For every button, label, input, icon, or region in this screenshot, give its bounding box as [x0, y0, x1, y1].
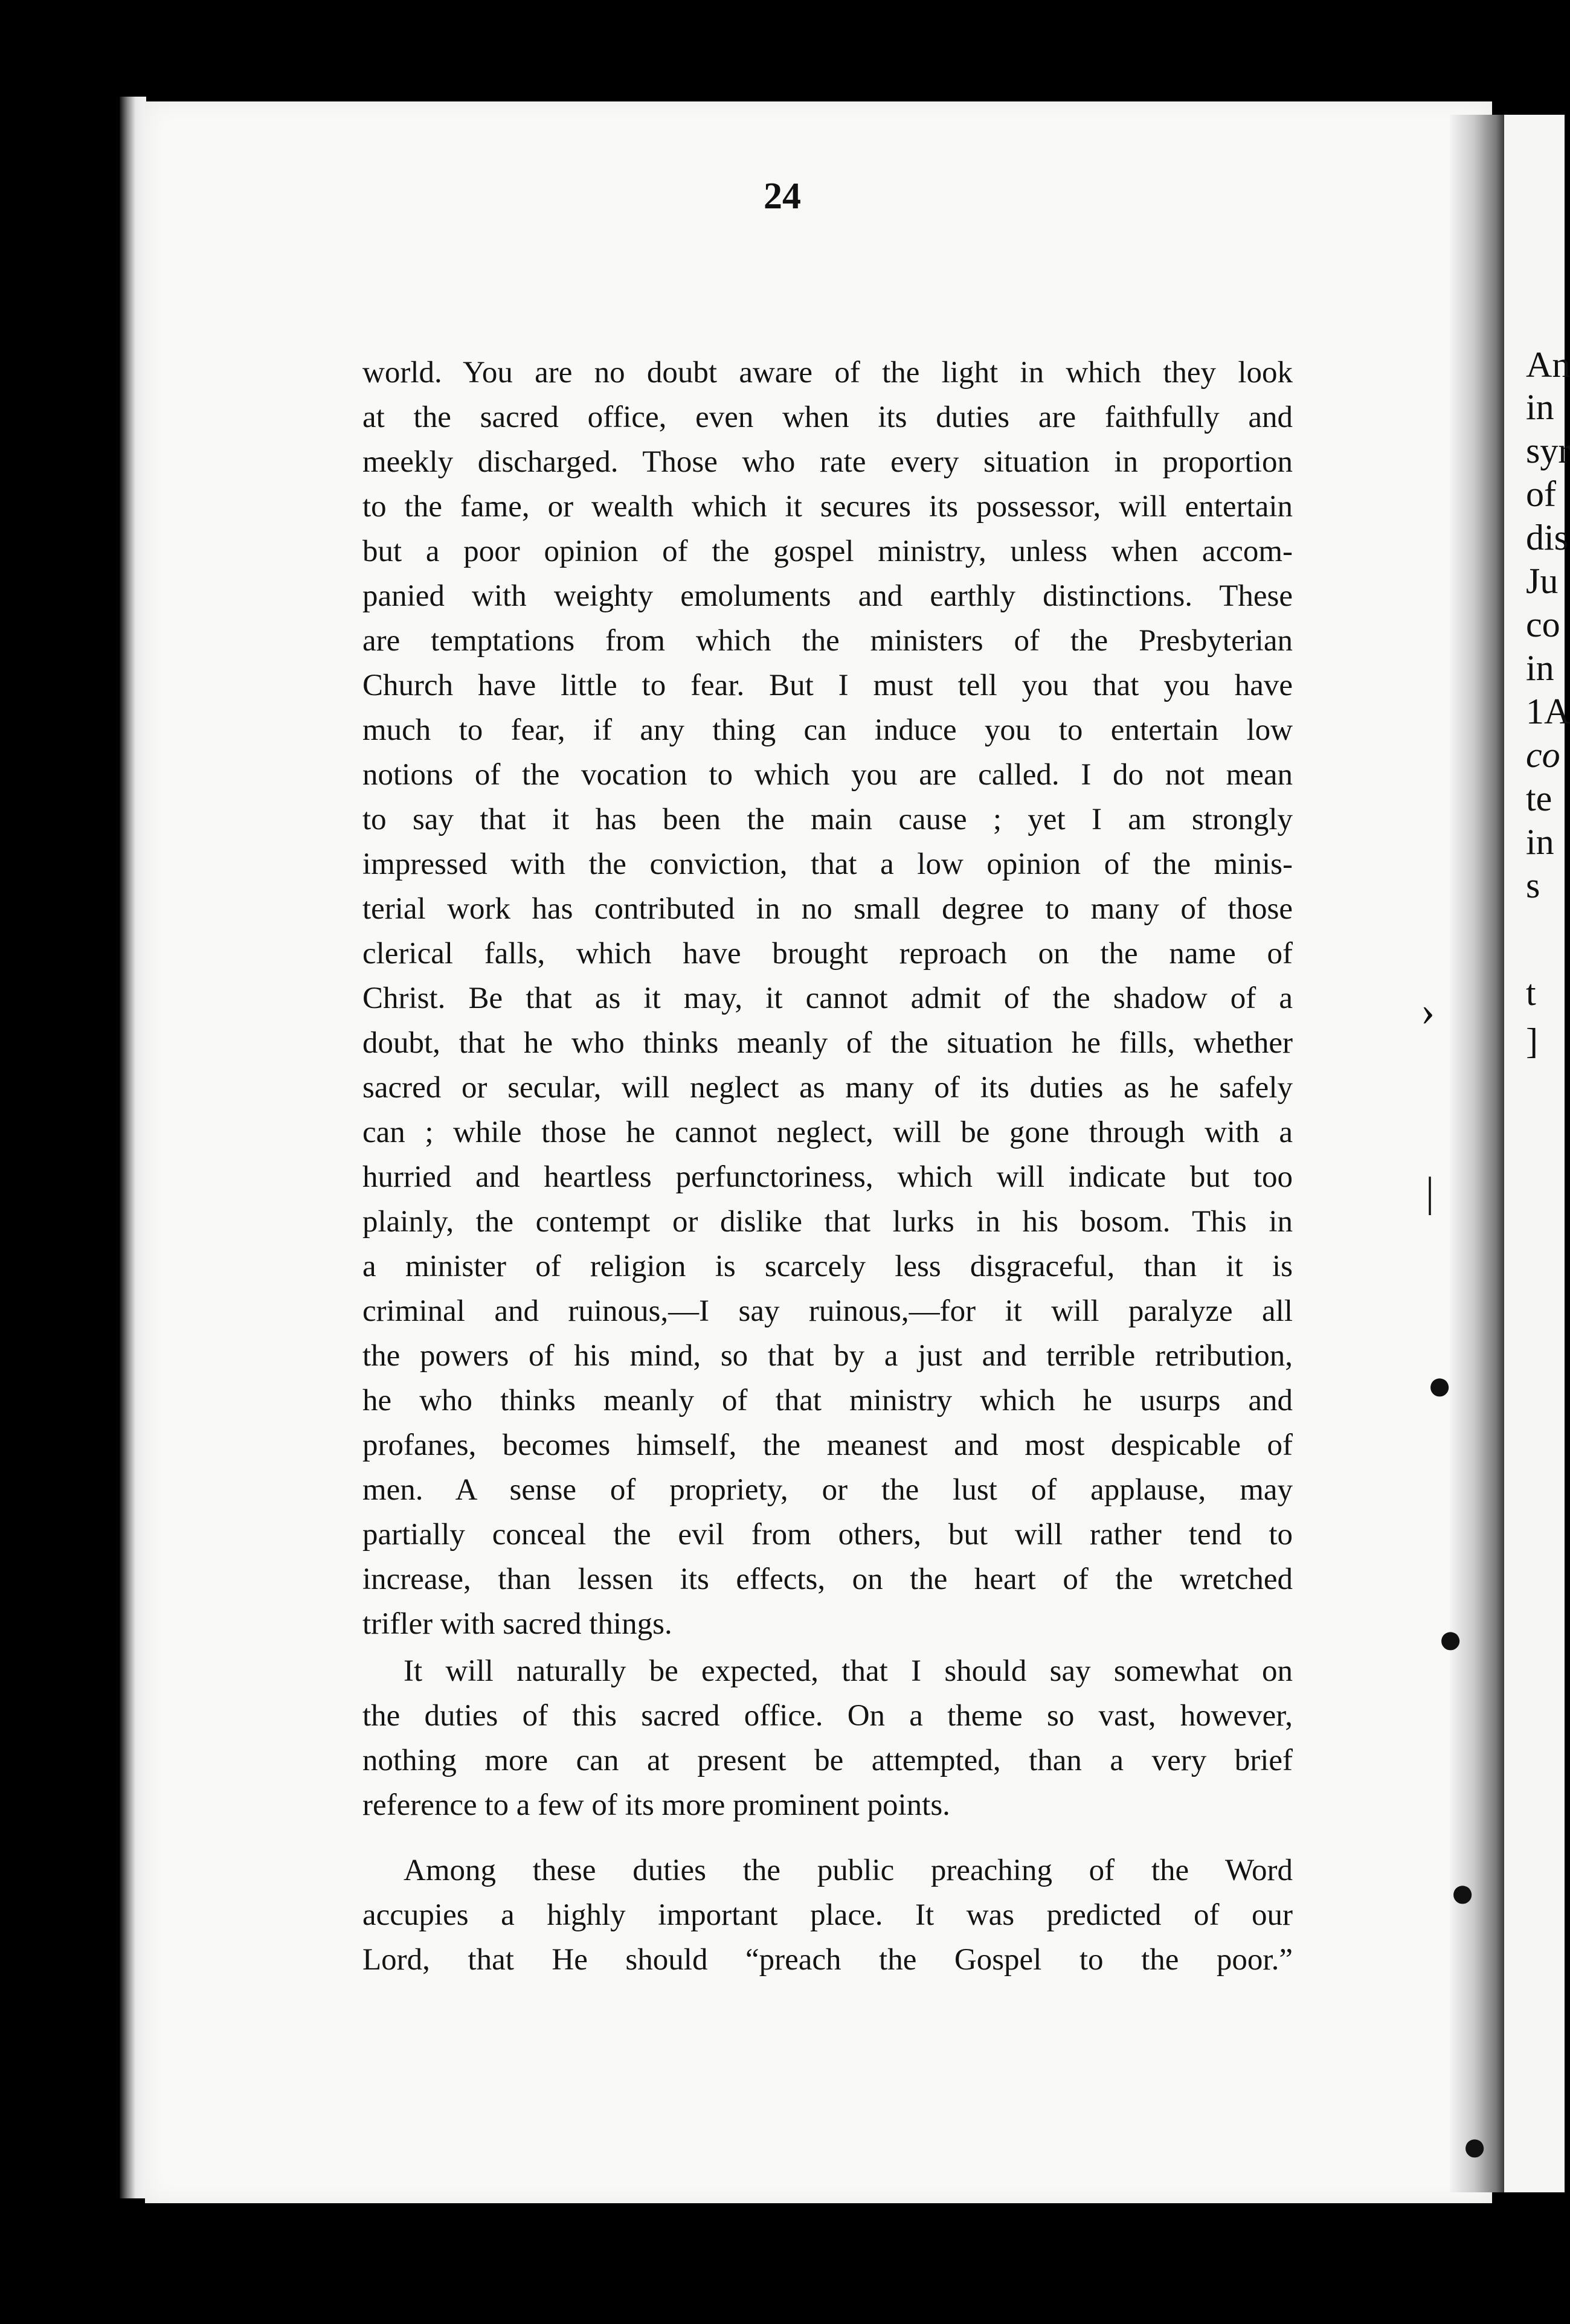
text-line: accupies a highly important place. It was predicted of our	[362, 1898, 1293, 1932]
binding-thread-mark: ›	[1421, 988, 1435, 1035]
text-line: meekly discharged. Those who rate every situation in proportion	[362, 445, 1293, 479]
next-page-fragment: 1A	[1526, 692, 1570, 731]
next-page-fragment: te	[1526, 778, 1552, 818]
next-page-fragment: ]	[1526, 1021, 1538, 1061]
next-page-fragment: in	[1526, 648, 1554, 688]
paragraph-1	[362, 350, 1293, 1646]
next-page-fragment: s	[1526, 865, 1540, 905]
left-binding-edge	[120, 97, 146, 2198]
text-line: criminal and ruinous,—I say ruinous,—for it will paralyze all	[362, 1294, 1293, 1328]
text-line: Lord, that He should “preach the Gospel to the poor.”	[362, 1943, 1293, 1977]
text-line: Christ. Be that as it may, it cannot admit of the shadow of a	[362, 981, 1293, 1015]
text-line: terial work has contributed in no small degree to many of those	[362, 892, 1293, 926]
binding-thread-mark: ●	[1450, 1870, 1476, 1916]
text-line: a minister of religion is scarcely less disgraceful, than it is	[362, 1250, 1293, 1283]
page-number: 24	[764, 176, 801, 217]
text-line: at the sacred office, even when its duties are faithfully and	[362, 400, 1293, 434]
text-line: panied with weighty emoluments and earthly distinctions. These	[362, 579, 1293, 613]
text-line: Church have little to fear. But I must tell you that you have	[362, 669, 1293, 702]
binding-thread-mark: ●	[1462, 2123, 1488, 2170]
next-page-fragment: in	[1526, 822, 1554, 862]
text-line: It will naturally be expected, that I should say somewhat on	[404, 1654, 1293, 1688]
next-page-fragment: in	[1526, 387, 1554, 427]
next-page-fragment: dis	[1526, 518, 1569, 557]
next-page-fragment: Ju	[1526, 561, 1559, 601]
text-line: partially conceal the evil from others, but will rather tend to	[362, 1518, 1293, 1552]
text-line: he who thinks meanly of that ministry which he usurps and	[362, 1384, 1293, 1417]
next-page-fragment: t	[1526, 973, 1536, 1013]
paragraph-2	[362, 1649, 1293, 1828]
binding-thread-mark: ●	[1427, 1363, 1453, 1409]
paragraph-3	[362, 1848, 1293, 1982]
text-line: trifler with sacred things.	[362, 1607, 672, 1641]
text-line: doubt, that he who thinks meanly of the situation he fills, whether	[362, 1026, 1293, 1060]
next-page-fragment: co	[1526, 605, 1560, 644]
next-page-fragment: syr	[1526, 431, 1570, 470]
binding-thread-mark: ●	[1438, 1616, 1464, 1663]
text-line: to say that it has been the main cause ; yet I am strongly	[362, 803, 1293, 836]
text-line: sacred or secular, will neglect as many of its duties as he safely	[362, 1071, 1293, 1105]
text-line: the powers of his mind, so that by a just and terrible retribution,	[362, 1339, 1293, 1373]
binding-thread-mark: |	[1426, 1169, 1435, 1216]
text-line: hurried and heartless perfunctoriness, which will indicate but too	[362, 1160, 1293, 1194]
text-line: but a poor opinion of the gospel ministry, unless when accom-	[362, 534, 1293, 568]
text-line: profanes, becomes himself, the meanest and most despicable of	[362, 1428, 1293, 1462]
adjacent-page-edge	[1504, 115, 1570, 2192]
text-line: are temptations from which the ministers of the Presbyterian	[362, 624, 1293, 658]
text-line: to the fame, or wealth which it secures its possessor, will entertain	[362, 490, 1293, 524]
text-line: increase, than lessen its effects, on the heart of the wretched	[362, 1562, 1293, 1596]
text-line: Among these duties the public preaching of the Word	[404, 1854, 1293, 1887]
next-page-fragment: of	[1526, 474, 1556, 514]
next-page-fragment: co	[1526, 735, 1560, 775]
text-line: reference to a few of its more prominent points.	[362, 1788, 950, 1822]
text-line: can ; while those he cannot neglect, will be gone through with a	[362, 1115, 1293, 1149]
text-line: notions of the vocation to which you are called. I do not mean	[362, 758, 1293, 792]
text-line: men. A sense of propriety, or the lust of applause, may	[362, 1473, 1293, 1507]
text-line: plainly, the contempt or dislike that lurks in his bosom. This in	[362, 1205, 1293, 1239]
text-line: clerical falls, which have brought reproach on the name of	[362, 937, 1293, 971]
text-line: the duties of this sacred office. On a theme so vast, however,	[362, 1699, 1293, 1733]
text-line: much to fear, if any thing can induce you to entertain low	[362, 713, 1293, 747]
text-line: nothing more can at present be attempted, than a very brief	[362, 1744, 1293, 1777]
next-page-fragment: An	[1526, 345, 1570, 385]
text-line: impressed with the conviction, that a low opinion of the minis-	[362, 847, 1293, 881]
text-line: world. You are no doubt aware of the light in which they look	[362, 356, 1293, 390]
